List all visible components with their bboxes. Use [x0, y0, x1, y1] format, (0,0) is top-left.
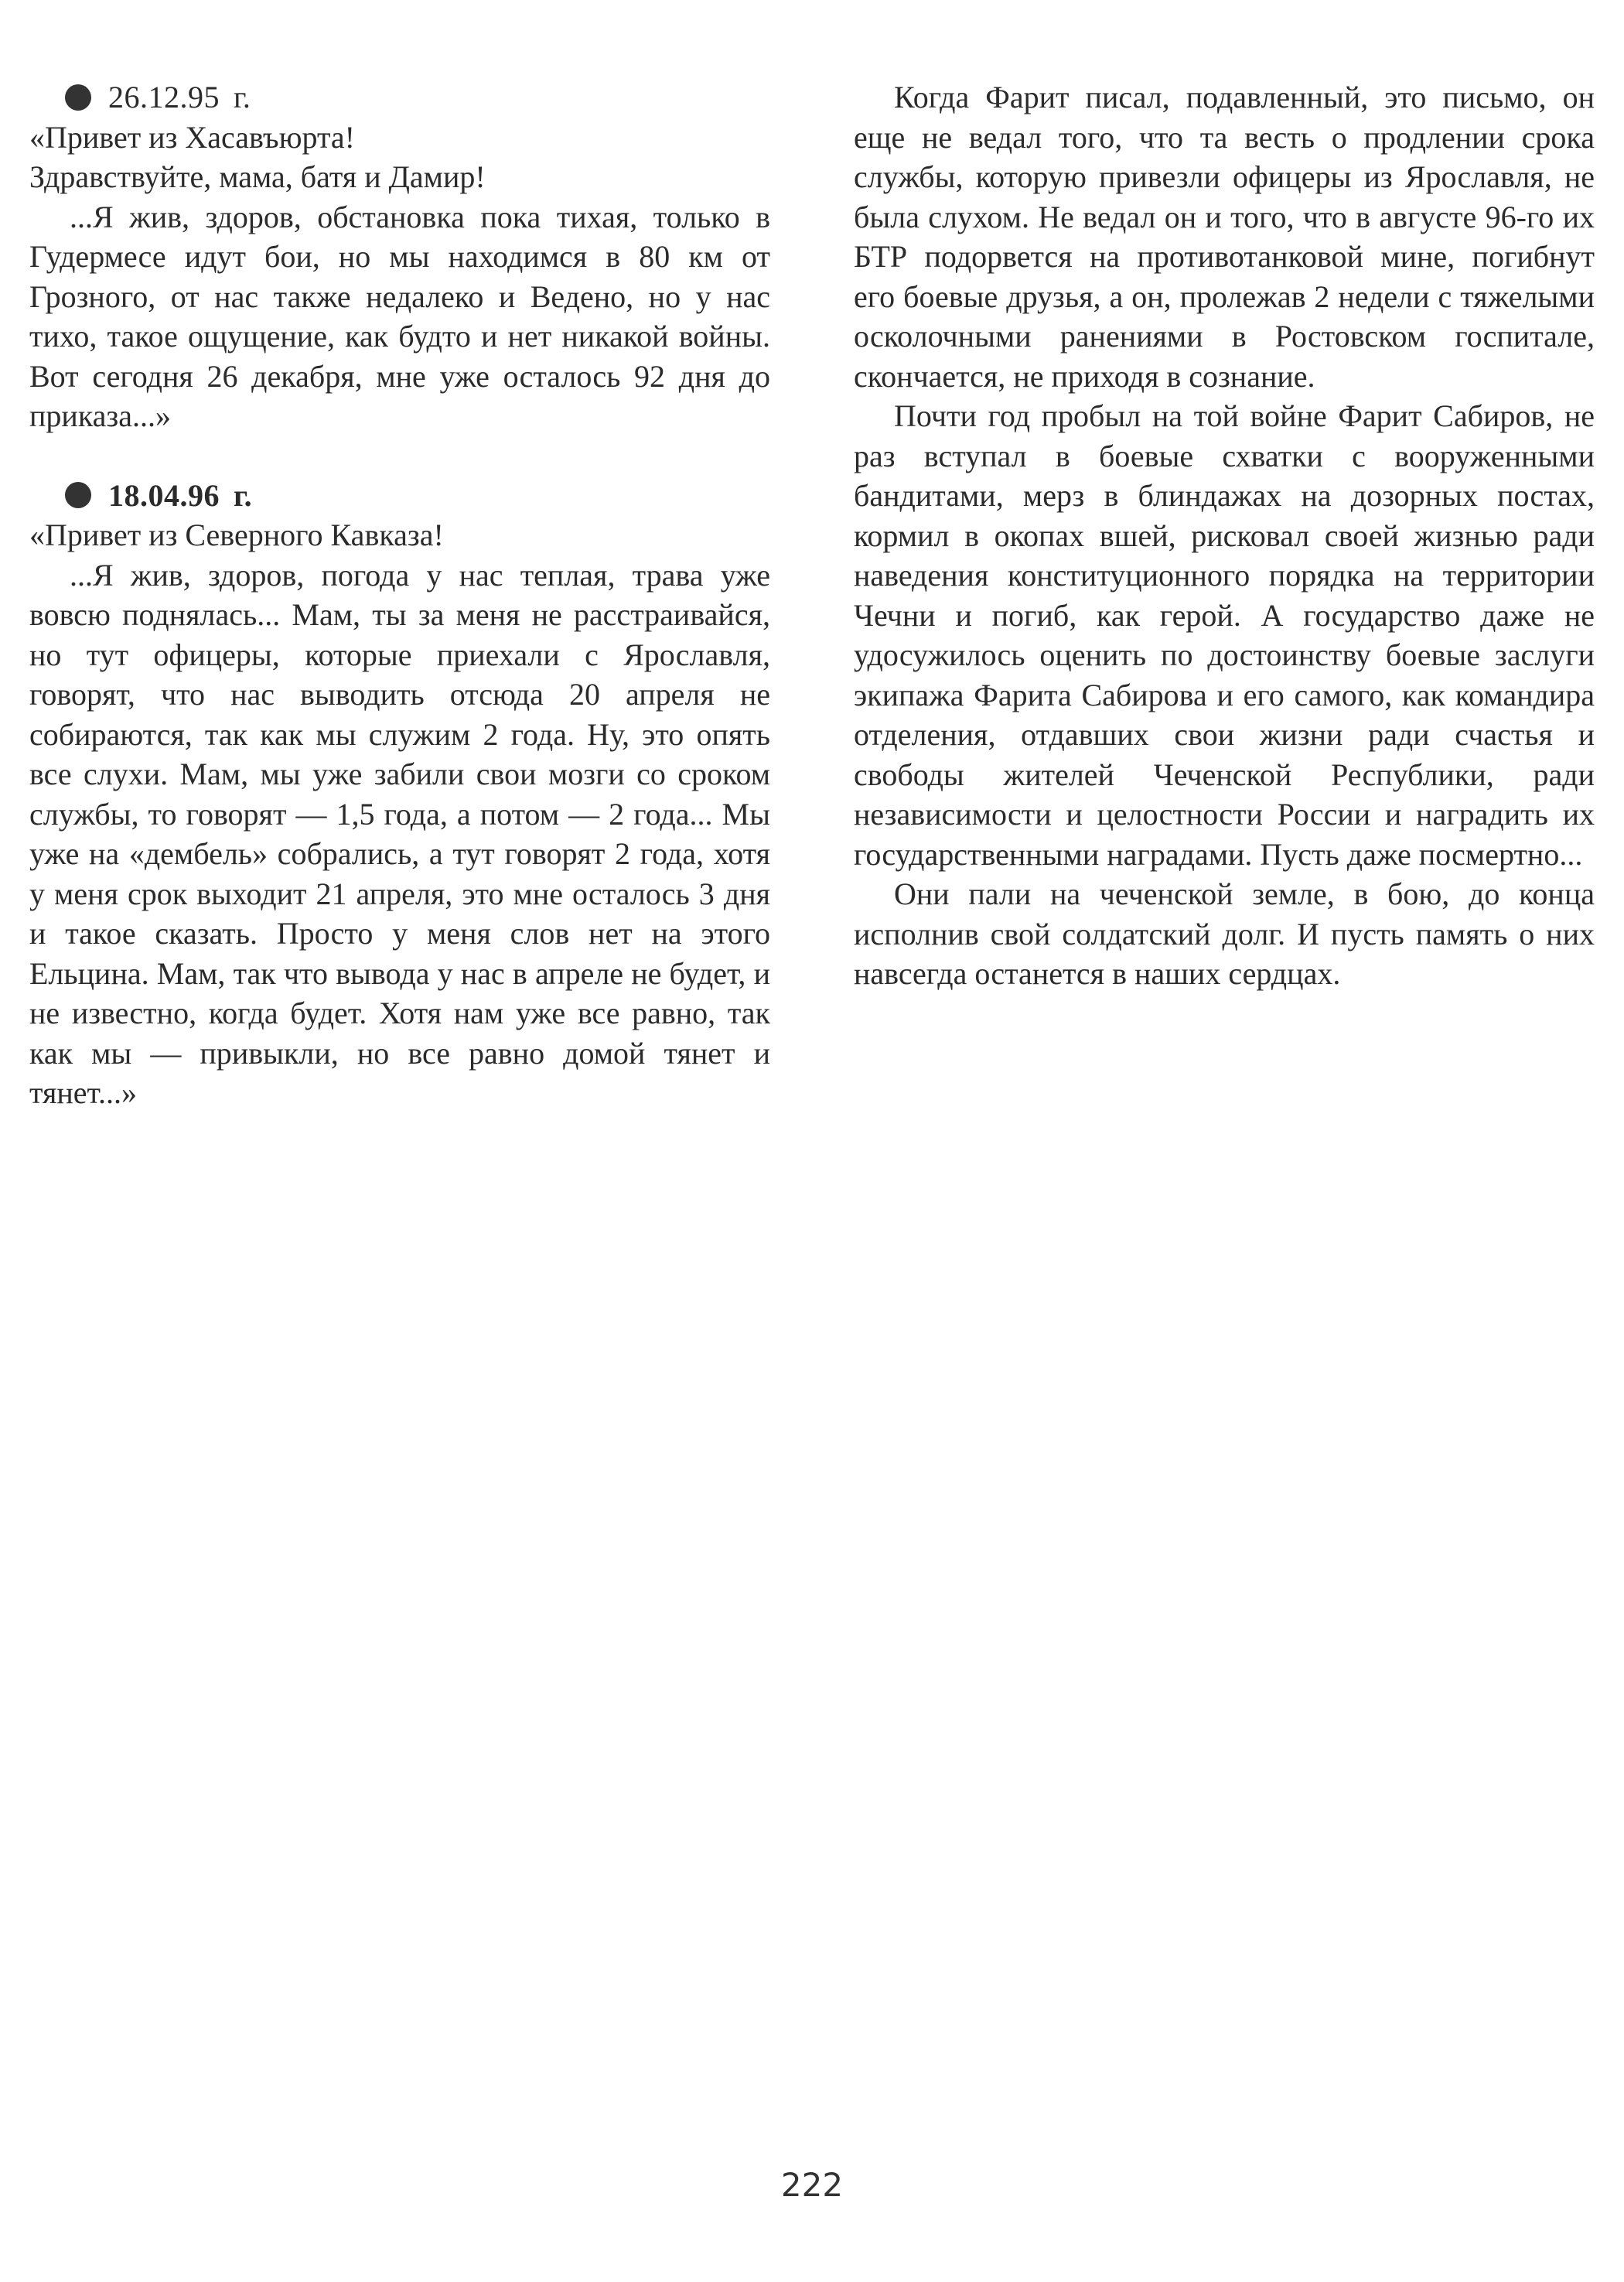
narrative-paragraph: Когда Фарит писал, подавленный, это письмо, он еще не ведал того, что та весть о продлении срока службы, которую привезли офицеры из Ярославля, не была слухом. Не ведал он и того, что в августе 96-го их БТР подорвется на противотанковой мине, погибнут его боевые друзья, а он, пролежав 2 недели с тяжелыми осколочными ранениями в Ростовском госпитале, скончается, не приходя в сознание. [854, 80, 1595, 394]
letter-date: 18.04.96 [108, 477, 220, 513]
bullet-icon [65, 84, 91, 111]
narrative-paragraph: Они пали на чеченской земле, в бою, до конца исполнив свой солдатский долг. И пусть память о них навсегда останется в наших сердцах. [854, 876, 1595, 991]
bullet-icon [65, 482, 91, 508]
letter-body: ...Я жив, здоров, обстановка пока тихая, только в Гудермесе идут бои, но мы находимся в 80 км от Грозного, от нас также недалеко и Ведено, но у нас тихо, такое ощущение, как будто и нет никакой войны. Вот сегодня 26 декабря, мне уже осталось 92 дня до приказа...» [29, 199, 770, 433]
left-column [29, 77, 770, 1153]
letter-entry-2 [29, 476, 770, 1113]
letter-salutation: Здравствуйте, мама, батя и Дамир! [29, 159, 486, 194]
letter-date: 26.12.95 [108, 80, 220, 114]
year-suffix: г. [234, 80, 251, 114]
letter-body: ...Я жив, здоров, погода у нас теплая, трава уже вовсю поднялась... Мам, ты за меня не расстраивайся, но тут офицеры, которые приехали с Ярославля, говорят, что нас выводить отсюда 20 апреля не собираются, так как мы служим 2 года. Ну, это опять все слухи. Мам, мы уже забили свои мозги со сроком службы, то говорят — 1,5 года, а потом — 2 года... Мы уже на «дембель» собрались, а тут говорят 2 года, хотя у меня срок выходит 21 апреля, это мне осталось 3 дня и такое сказать. Просто у меня слов нет на этого Ельцина. Мам, так что вывода у нас в апреле не будет, и не известно, когда будет. Хотя нам уже все равно, так как мы — привыкли, но все равно домой тянет и тянет...» [29, 557, 770, 1110]
year-suffix: г. [234, 477, 252, 513]
right-column [854, 77, 1595, 994]
letter-greeting: «Привет из Северного Кавказа! [29, 518, 444, 552]
page-number: 222 [780, 2166, 844, 2204]
letter-entry-1 [29, 77, 770, 436]
letter-date-line [29, 77, 770, 118]
letter-greeting: «Привет из Хасавъюрта! [29, 119, 355, 155]
letter-date-line [29, 476, 770, 516]
narrative-paragraph: Почти год пробыл на той войне Фарит Сабиров, не раз вступал в боевые схватки с вооруженными бандитами, мерз в блиндажах на дозорных постах, кормил в окопах вшей, рисковал своей жизнью ради наведения конституционного порядка на территории Чечни и погиб, как герой. А государство даже не удосужилось оценить по достоинству боевые заслуги экипажа Фарита Сабирова и его самого, как командира отделения, отдавших свои жизни ради счастья и свободы жителей Чеченской Республики, ради независимости и целостности России и наградить их государственными наградами. Пусть даже посмертно... [854, 398, 1595, 872]
